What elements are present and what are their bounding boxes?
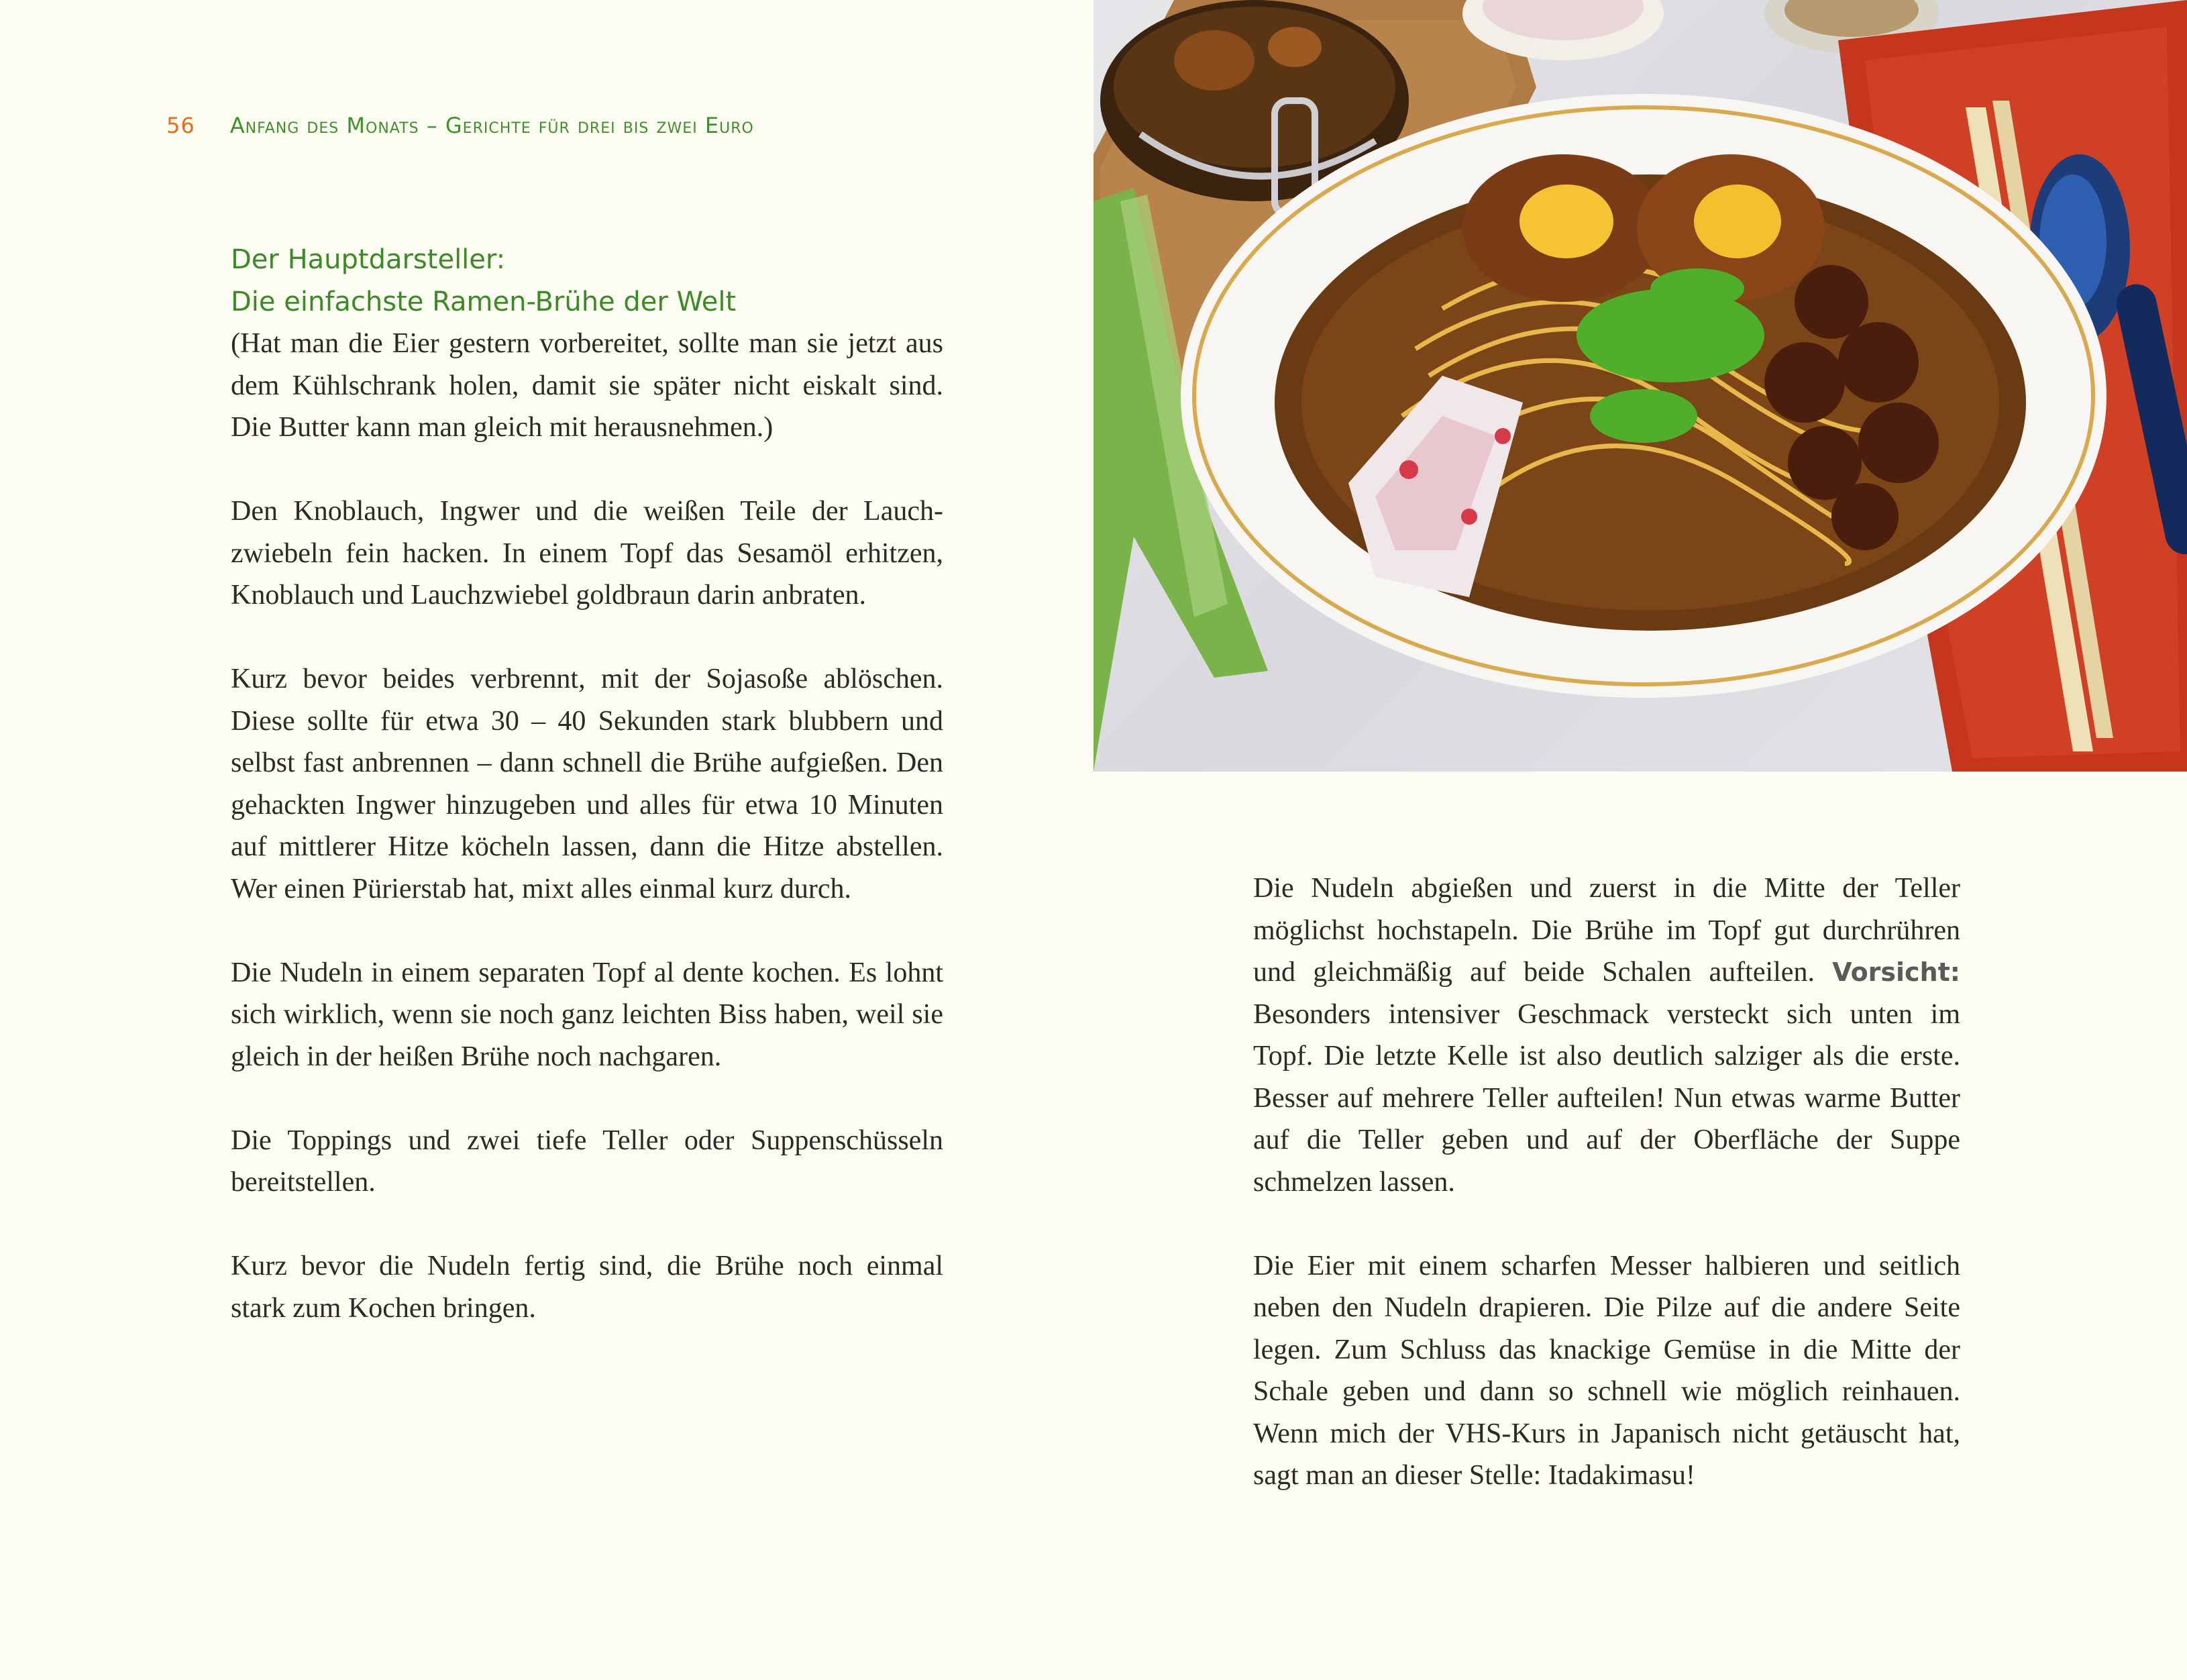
paragraph-garnish: Die Eier mit einem scharfen Messer halbieren und seitlich neben den Nudeln drapieren. Die Pilze auf die andere Seite legen. Zum Schluss das knackige Gemüse in die Mitte der Schale geben und dann so schnell wie möglich reinhauen. Wenn mich der VHS-Kurs in Japanisch nicht getäuscht hat, sagt man an dieser Stelle: Itadakimasu! bbox=[1253, 1250, 1960, 1491]
paragraph-serve bbox=[1253, 868, 1960, 1203]
paragraph-deglaze: Kurz bevor beides verbrennt, mit der Sojasoße ablöschen. Diese sollte für etwa 30 – 40 Sekunden stark blubbern und selbst fast anbrennen – dann schnell die Brühe aufgießen. Den gehackten Ingwer hinzugeben und alles für etwa 10 Minuten auf mittlerer Hitze köcheln lassen, dann die Hitze abstellen. Wer einen Pürierstab hat, mixt alles einmal kurz durch. bbox=[231, 664, 943, 904]
serve-text-start: Die Nudeln abgießen und zuerst in die Mitte der Teller möglichst hochstapeln. Die Brühe im Topf gut durchrühren und gleichmäßig auf beide Schalen aufteilen. bbox=[1253, 873, 1960, 988]
ramen-bowl bbox=[1181, 94, 2106, 698]
paragraph-eggs-note: (Hat man die Eier gestern vorbereitet, sollte man sie jetzt aus dem Kühlschrank holen, damit sie später nicht eiskalt sind. Die Butter kann man gleich mit herausnehmen.) bbox=[231, 328, 943, 443]
page-number: 56 bbox=[166, 113, 195, 138]
running-head-title: Anfang des Monats – Gerichte für drei bis zwei Euro bbox=[229, 113, 754, 138]
ramen-bowl-illustration bbox=[1094, 0, 2187, 772]
right-text-column bbox=[1253, 868, 1960, 1538]
paragraph-boil: Kurz bevor die Nudeln fertig sind, die Brühe noch einmal stark zum Kochen bringen. bbox=[231, 1251, 943, 1324]
paragraph-noodles: Die Nudeln in einem separaten Topf al dente kochen. Es lohnt sich wirklich, wenn sie noch ganz leichten Biss haben, weil sie gleich in der heißen Brühe noch nachgaren. bbox=[231, 957, 943, 1072]
paragraph-toppings: Die Toppings und zwei tiefe Teller oder Suppenschüsseln bereitstellen. bbox=[231, 1124, 943, 1198]
serve-text-end: Besonders intensiver Geschmack versteckt sich unten im Topf. Die letzte Kelle ist also deutlich salziger als die erste. Besser auf mehrere Teller aufteilen! Nun etwas warme Butter auf die Teller geben und auf der Oberfläche der Suppe schmelzen lassen. bbox=[1253, 998, 1960, 1198]
running-head bbox=[166, 113, 754, 138]
recipe-heading-line2: Die einfachste Ramen-Brühe der Welt bbox=[231, 286, 737, 317]
ramen-photo bbox=[1094, 0, 2187, 772]
caution-label: Vorsicht: bbox=[1832, 957, 1960, 987]
recipe-heading-line1: Der Hauptdarsteller: bbox=[231, 244, 506, 275]
recipe-heading bbox=[231, 239, 943, 323]
paragraph-chop: Den Knoblauch, Ingwer und die weißen Teile der Lauchzwiebeln fein hacken. In einem Topf das Sesamöl erhitzen, Knoblauch und Lauchzwiebel goldbraun darin anbraten. bbox=[231, 496, 943, 611]
left-text-column bbox=[231, 239, 943, 1371]
